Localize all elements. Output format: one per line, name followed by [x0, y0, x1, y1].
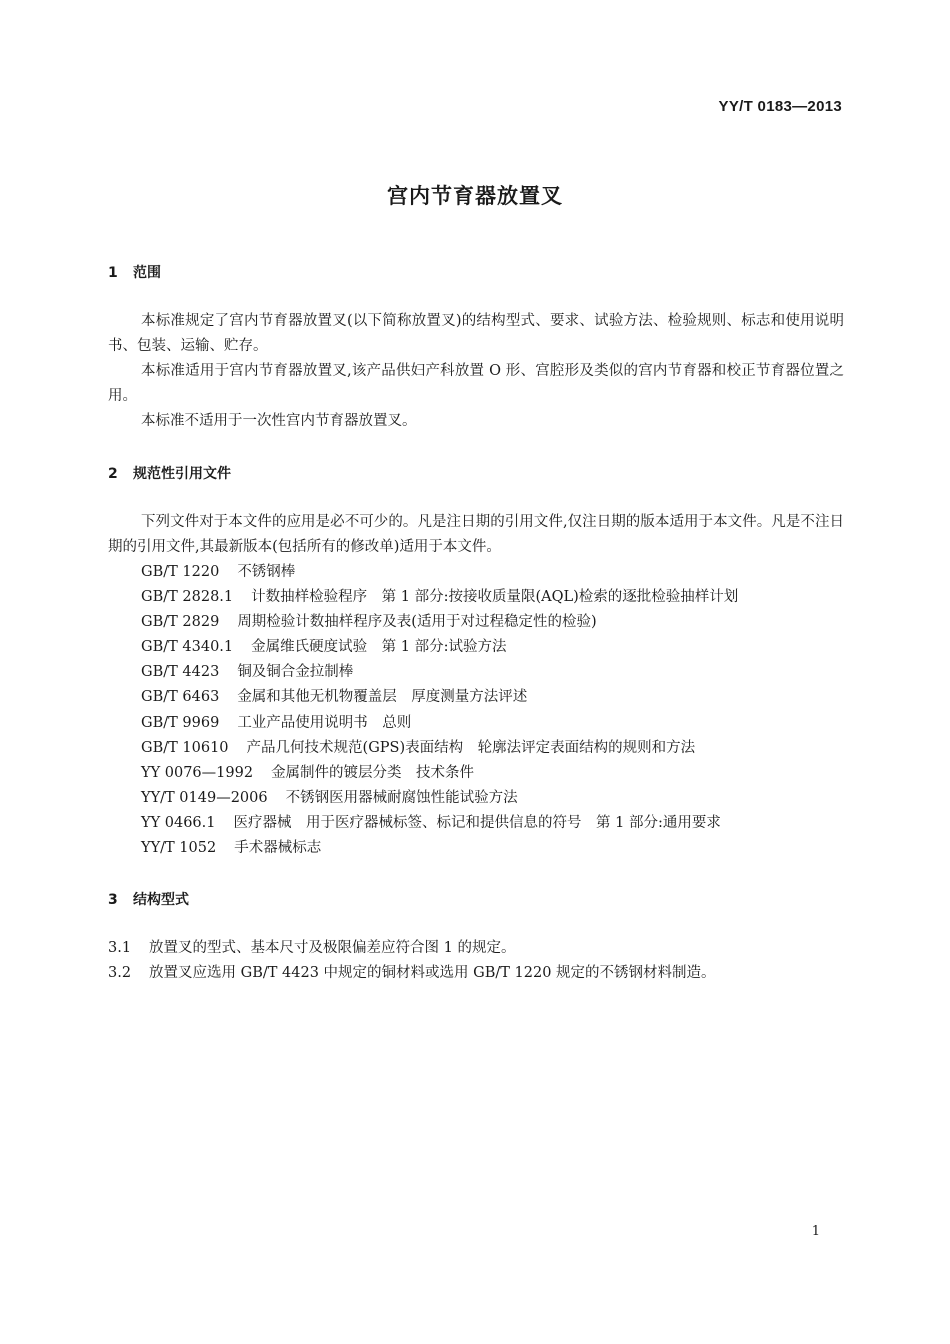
- clause-text: 放置叉的型式、基本尺寸及极限偏差应符合图 1 的规定。: [149, 940, 516, 956]
- reference-code: GB/T 1220: [141, 564, 220, 580]
- reference-item: [141, 761, 738, 786]
- reference-code: YY 0076—1992: [141, 764, 254, 781]
- reference-code: GB/T 4423: [141, 664, 220, 681]
- page-number: 1: [811, 1224, 820, 1239]
- reference-item: [141, 711, 738, 736]
- reference-item: [141, 811, 738, 836]
- reference-code: GB/T 2828.1: [141, 589, 234, 606]
- clause-number: 3.2: [108, 965, 132, 981]
- reference-title: 不锈钢棒: [237, 564, 296, 580]
- section-number: 2: [108, 466, 118, 482]
- reference-item: [141, 635, 738, 660]
- clause-3-1: [108, 936, 515, 961]
- reference-title: 周期检验计数抽样程序及表(适用于对过程稳定性的检验): [237, 614, 597, 631]
- scope-paragraph-3: 本标准不适用于一次性宫内节育器放置叉。: [141, 413, 417, 429]
- section-number: 1: [108, 265, 118, 281]
- section-2-heading: [108, 463, 231, 483]
- reference-code: YY/T 1052: [141, 840, 217, 857]
- reference-item: [141, 560, 738, 585]
- reference-item: [141, 836, 738, 861]
- reference-title: 产品几何技术规范(GPS)表面结构 轮廓法评定表面结构的规则和方法: [246, 739, 696, 756]
- reference-title: 金属制件的镀层分类 技术条件: [271, 764, 475, 781]
- document-title: 宫内节育器放置叉: [387, 184, 563, 208]
- reference-code: GB/T 4340.1: [141, 639, 234, 656]
- reference-title: 铜及铜合金拉制棒: [237, 664, 354, 681]
- normative-references-list: [141, 560, 738, 861]
- standard-number: YY/T 0183—2013: [718, 98, 842, 115]
- reference-code: GB/T 6463: [141, 689, 220, 706]
- reference-item: [141, 685, 738, 710]
- reference-title: 医疗器械 用于医疗器械标签、标记和提供信息的符号 第 1 部分:通用要求: [233, 814, 721, 831]
- references-intro-paragraph: 下列文件对于本文件的应用是必不可少的。凡是注日期的引用文件,仅注日期的版本适用于本文件。凡是不注日期的引用文件,其最新版本(包括所有的修改单)适用于本文件。: [108, 514, 844, 555]
- reference-title: 工业产品使用说明书 总则: [237, 714, 412, 731]
- section-title: 范围: [133, 265, 161, 281]
- reference-code: YY 0466.1: [141, 814, 216, 831]
- reference-item: [141, 736, 738, 761]
- scope-paragraph-2: 本标准适用于宫内节育器放置叉,该产品供妇产科放置 O 形、宫腔形及类似的宫内节育器和校正节育器位置之用。: [108, 363, 844, 404]
- reference-title: 金属维氏硬度试验 第 1 部分:试验方法: [251, 639, 507, 656]
- section-1-heading: [108, 262, 161, 282]
- reference-title: 计数抽样检验程序 第 1 部分:按接收质量限(AQL)检索的逐批检验抽样计划: [251, 589, 739, 606]
- reference-code: GB/T 2829: [141, 614, 220, 631]
- reference-item: [141, 786, 738, 811]
- reference-title: 手术器械标志: [234, 840, 322, 857]
- reference-code: GB/T 9969: [141, 714, 220, 731]
- reference-title: 不锈钢医用器械耐腐蚀性能试验方法: [285, 789, 518, 806]
- scope-paragraph-1: 本标准规定了宫内节育器放置叉(以下简称放置叉)的结构型式、要求、试验方法、检验规则、标志和使用说明书、包装、运输、贮存。: [108, 313, 844, 354]
- section-title: 规范性引用文件: [133, 466, 231, 482]
- section-number: 3: [108, 892, 118, 908]
- reference-item: [141, 585, 738, 610]
- clause-number: 3.1: [108, 940, 132, 956]
- clause-3-2: [108, 961, 716, 986]
- reference-item: [141, 610, 738, 635]
- reference-title: 金属和其他无机物覆盖层 厚度测量方法评述: [237, 689, 528, 706]
- clause-text: 放置叉应选用 GB/T 4423 中规定的铜材料或选用 GB/T 1220 规定的不锈钢材料制造。: [149, 965, 716, 981]
- section-title: 结构型式: [133, 892, 189, 908]
- section-3-heading: [108, 889, 189, 909]
- reference-code: YY/T 0149—2006: [141, 789, 268, 806]
- reference-code: GB/T 10610: [141, 739, 229, 756]
- reference-item: [141, 660, 738, 685]
